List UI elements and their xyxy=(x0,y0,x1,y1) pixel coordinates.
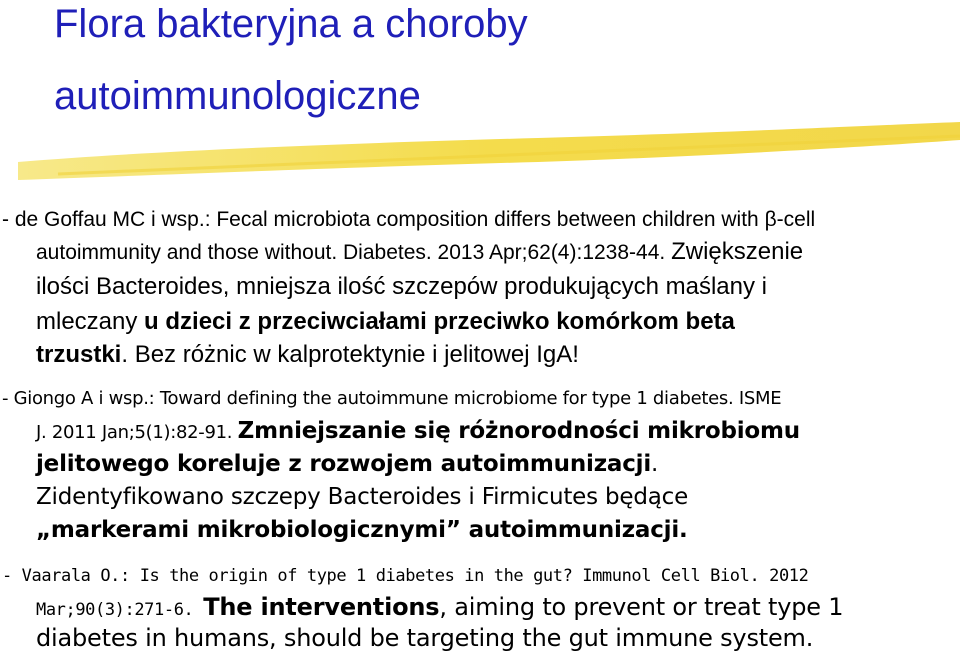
ref2-line-1: - Giongo A i wsp.: Toward defining the autoimmune microbiome for type 1 diabetes. ISME xyxy=(2,388,782,409)
ref2-line-5: „markerami mikrobiologicznymi” autoimmunizacji. xyxy=(36,517,688,543)
ref2-line-2: J. 2011 Jan;5(1):82-91. Zmniejszanie się różnorodności mikrobiomu xyxy=(36,418,800,444)
ref1-line-5: trzustki. Bez różnic w kalprotektynie i jelitowej IgA! xyxy=(36,341,579,368)
title-line-2: autoimmunologiczne xyxy=(54,74,421,118)
ref3-line-1: - Vaarala O.: Is the origin of type 1 diabetes in the gut? Immunol Cell Biol. 2012 xyxy=(2,566,809,586)
ref1-line-2: autoimmunity and those without. Diabetes. 2013 Apr;62(4):1238-44. Zwiększenie xyxy=(36,238,804,265)
ref1-line-3: ilości Bacteroides, mniejsza ilość szczepów produkujących maślany i xyxy=(36,273,767,300)
ref2-line-3: jelitowego koreluje z rozwojem autoimmunizacji. xyxy=(36,451,659,477)
ref2-line-4: Zidentyfikowano szczepy Bacteroides i Firmicutes będące xyxy=(36,484,689,510)
highlighter-stroke xyxy=(18,122,960,180)
ref1-line-1: - de Goffau MC i wsp.: Fecal microbiota composition differs between children with β-cell xyxy=(2,208,816,231)
title-line-1: Flora bakteryjna a choroby xyxy=(54,2,528,46)
ref1-line-4: mleczany u dzieci z przeciwciałami przeciwko komórkom beta xyxy=(36,308,735,335)
ref3-line-2: Mar;90(3):271-6. The interventions, aiming to prevent or treat type 1 xyxy=(36,593,844,621)
ref3-line-3: diabetes in humans, should be targeting the gut immune system. xyxy=(36,624,814,652)
